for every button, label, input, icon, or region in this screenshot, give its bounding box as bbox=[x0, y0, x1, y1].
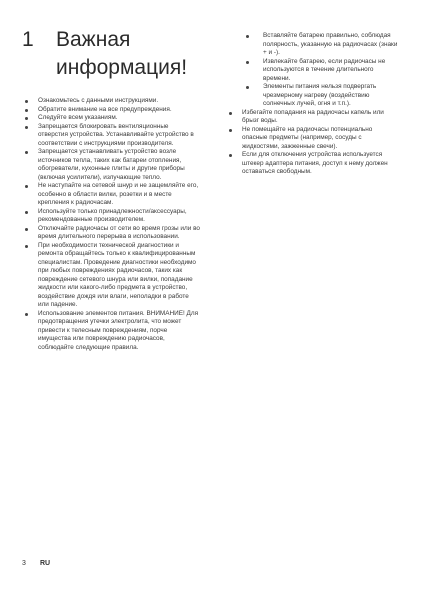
bullet-icon bbox=[246, 35, 249, 38]
bullet-icon bbox=[25, 100, 28, 103]
page-number: 3 bbox=[22, 560, 26, 567]
bullet-icon bbox=[229, 112, 232, 115]
bullet-icon bbox=[25, 245, 28, 248]
list-item: Запрещается устанавливать устройство возле источников тепла, таких как батареи отопления, обогреватели, кухонные плиты и другие приборы (включая усилители), излучающие тепло. bbox=[22, 148, 200, 182]
bullet-icon bbox=[25, 126, 28, 129]
sub-list-item: Извлекайте батарею, если радиочасы не используются в течение длительного времени. bbox=[226, 58, 398, 84]
left-column bbox=[22, 97, 200, 352]
list-item: Использование элементов питания. ВНИМАНИЕ! Для предотвращения утечки электролита, что может привести к телесным повреждениям, порче имущества или повреждению радиочасов, соблюдайте следующие правила. bbox=[22, 310, 200, 353]
bullet-icon bbox=[25, 313, 28, 316]
page-footer bbox=[22, 560, 50, 567]
list-item: При необходимости технической диагностики и ремонта обращайтесь только к квалифицированным специалистам. Проведение диагностики необходимо при любых повреждениях радиочасов, таких как повреждение сетевого шнура или вилки, попадание жидкости или какого-либо предмета в устройство, воздействие дождя или влаги, неполадки в работе или падение. bbox=[22, 242, 200, 310]
bullet-icon bbox=[229, 154, 232, 157]
language-code: RU bbox=[40, 560, 51, 567]
list-item: Обратите внимание на все предупреждения. bbox=[22, 106, 200, 115]
sub-list-item: Вставляйте батарею правильно, соблюдая полярность, указанную на радиочасах (знаки + и -). bbox=[226, 32, 398, 58]
section-title: Важная информация! bbox=[56, 28, 188, 79]
bullet-icon bbox=[25, 117, 28, 120]
list-item: Запрещается блокировать вентиляционные отверстия устройства. Устанавливайте устройство в соответствии с инструкциями производителя. bbox=[22, 123, 200, 149]
bullet-icon bbox=[25, 151, 28, 154]
bullet-icon bbox=[229, 129, 232, 132]
bullet-icon bbox=[246, 86, 249, 89]
list-item: Не наступайте на сетевой шнур и не защемляйте его, особенно в области вилки, розетки и в месте крепления к радиочасам. bbox=[22, 182, 200, 208]
bullet-icon bbox=[246, 61, 249, 64]
list-item: Используйте только принадлежности/аксессуары, рекомендованные производителем. bbox=[22, 208, 200, 225]
sub-list-item: Элементы питания нельзя подвергать чрезмерному нагреву (воздействию солнечных лучей, огня и т.п.). bbox=[226, 83, 398, 109]
section-number: 1 bbox=[22, 28, 34, 51]
bullet-icon bbox=[25, 109, 28, 112]
list-item: Следуйте всем указаниям. bbox=[22, 114, 200, 123]
bullet-icon bbox=[25, 211, 28, 214]
list-item: Отключайте радиочасы от сети во время грозы или во время длительного перерыва в использовании. bbox=[22, 225, 200, 242]
list-item: Не помещайте на радиочасы потенциально опасные предметы (например, сосуды с жидкостями, зажженные свечи). bbox=[226, 126, 398, 152]
list-item: Если для отключения устройства используется штекер адаптера питания, доступ к нему должен оставаться свободным. bbox=[226, 151, 398, 177]
list-item: Избегайте попадания на радиочасы капель или брызг воды. bbox=[226, 109, 398, 126]
bullet-icon bbox=[25, 228, 28, 231]
bullet-icon bbox=[25, 185, 28, 188]
right-column bbox=[226, 32, 398, 177]
list-item: Ознакомьтесь с данными инструкциями. bbox=[22, 97, 200, 106]
